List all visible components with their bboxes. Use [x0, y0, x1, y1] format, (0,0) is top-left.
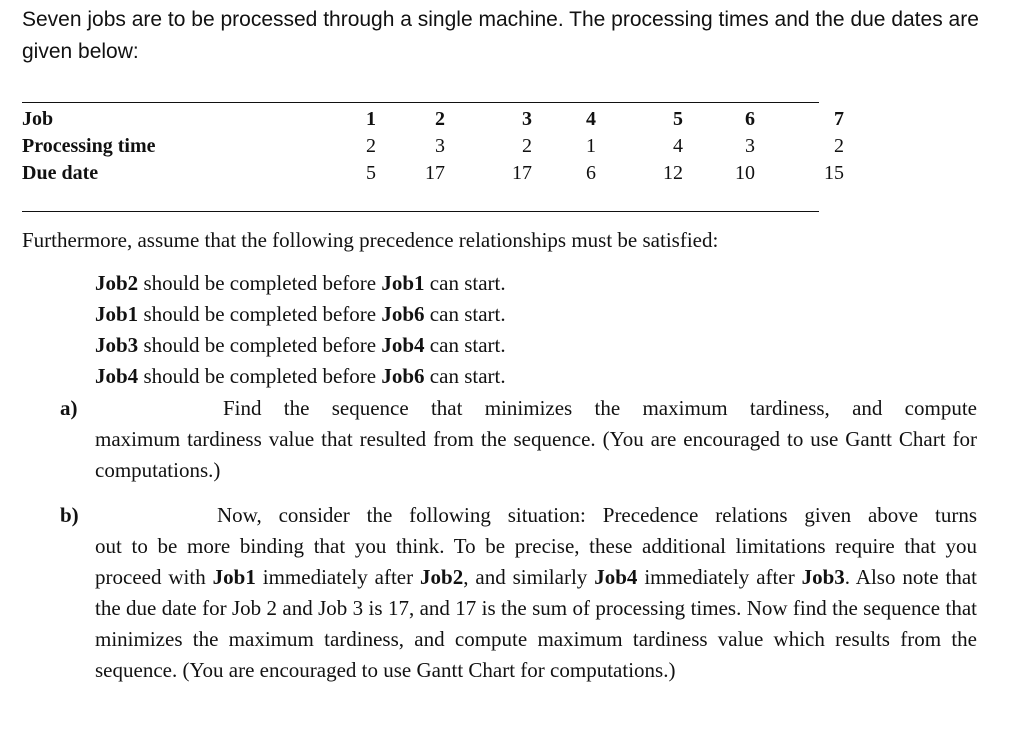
due-date-cell: 15: [824, 162, 844, 184]
table-row-job: [22, 106, 844, 133]
constraint-text: should be completed before: [138, 302, 382, 326]
part-b-label: b): [60, 503, 79, 527]
constraint-line: [95, 299, 506, 330]
part-b-text: out to be more binding that you think. To be precise, these additional limitations require that you proceed with: [95, 534, 977, 589]
part-b-job: Job1: [212, 565, 256, 589]
row-label-due-date: Due date: [22, 162, 99, 184]
processing-time-cell: 4: [673, 135, 683, 157]
processing-time-cell: 2: [522, 135, 532, 157]
due-date-cell: 10: [735, 162, 755, 184]
table-row-due-date: [22, 160, 844, 187]
job-cell: 7: [834, 108, 844, 130]
constraint-job: Job4: [95, 364, 139, 388]
constraint-line: [95, 361, 506, 392]
due-date-cell: 17: [425, 162, 445, 184]
processing-time-cell: 3: [435, 135, 445, 157]
row-label-processing-time: Processing time: [22, 135, 156, 157]
due-date-cell: 17: [512, 162, 532, 184]
processing-time-cell: 3: [745, 135, 755, 157]
part-a-label: a): [60, 396, 78, 420]
table-bottom-rule: [22, 211, 819, 212]
constraint-text: should be completed before: [138, 333, 382, 357]
constraint-text: can start.: [424, 302, 506, 326]
precedence-intro: Furthermore, assume that the following precedence relationships must be satisfied:: [22, 228, 719, 252]
constraint-text: can start.: [424, 333, 506, 357]
constraint-text: can start.: [424, 271, 506, 295]
due-date-cell: 6: [586, 162, 596, 184]
constraint-line: [95, 268, 506, 299]
constraint-job: Job1: [95, 302, 139, 326]
table-row-processing-time: [22, 133, 844, 160]
job-cell: 6: [745, 108, 755, 130]
constraint-job: Job6: [381, 302, 425, 326]
part-b-text: . Also note that the due date for Job 2 and Job 3 is 17, and 17 is the sum of processing times. Now find the sequence that minimizes the maximum tardiness, and compute maximum tardiness value which results from the sequence. (You are encouraged to use Gantt Chart for computations.): [95, 565, 977, 682]
part-b-question: [95, 500, 977, 686]
processing-time-cell: 2: [834, 135, 844, 157]
constraint-text: can start.: [424, 364, 506, 388]
constraint-job: Job3: [95, 333, 139, 357]
due-date-cell: 12: [663, 162, 683, 184]
part-b-job: Job4: [594, 565, 638, 589]
constraint-job: Job4: [381, 333, 425, 357]
part-a-first-line: Find the sequence that minimizes the maximum tardiness, and compute: [223, 396, 977, 420]
constraint-line: [95, 330, 506, 361]
constraint-text: should be completed before: [138, 271, 382, 295]
job-cell: 1: [366, 108, 376, 130]
part-b-text: , and similarly: [463, 565, 595, 589]
job-cell: 3: [522, 108, 532, 130]
part-b-job: Job2: [420, 565, 464, 589]
part-a-text: maximum tardiness value that resulted from the sequence. (You are encouraged to use Gantt Chart for computations.): [95, 427, 977, 482]
constraint-text: should be completed before: [138, 364, 382, 388]
job-cell: 2: [435, 108, 445, 130]
due-date-cell: 5: [366, 162, 376, 184]
job-cell: 5: [673, 108, 683, 130]
job-cell: 4: [586, 108, 596, 130]
part-a-question: [95, 393, 977, 486]
processing-time-cell: 1: [586, 135, 596, 157]
table-top-rule: [22, 102, 819, 103]
part-b-text: immediately after: [255, 565, 421, 589]
constraint-job: Job1: [381, 271, 425, 295]
part-b-first-line: Now, consider the following situation: Precedence relations given above turns: [217, 503, 977, 527]
row-label-job: Job: [22, 108, 54, 130]
part-b-text: immediately after: [637, 565, 802, 589]
part-b-job: Job3: [801, 565, 845, 589]
processing-time-cell: 2: [366, 135, 376, 157]
constraint-job: Job6: [381, 364, 425, 388]
problem-intro: Seven jobs are to be processed through a single machine. The processing times and the due dates are given below:: [22, 8, 979, 63]
constraint-job: Job2: [95, 271, 139, 295]
jobs-table: [22, 106, 844, 187]
